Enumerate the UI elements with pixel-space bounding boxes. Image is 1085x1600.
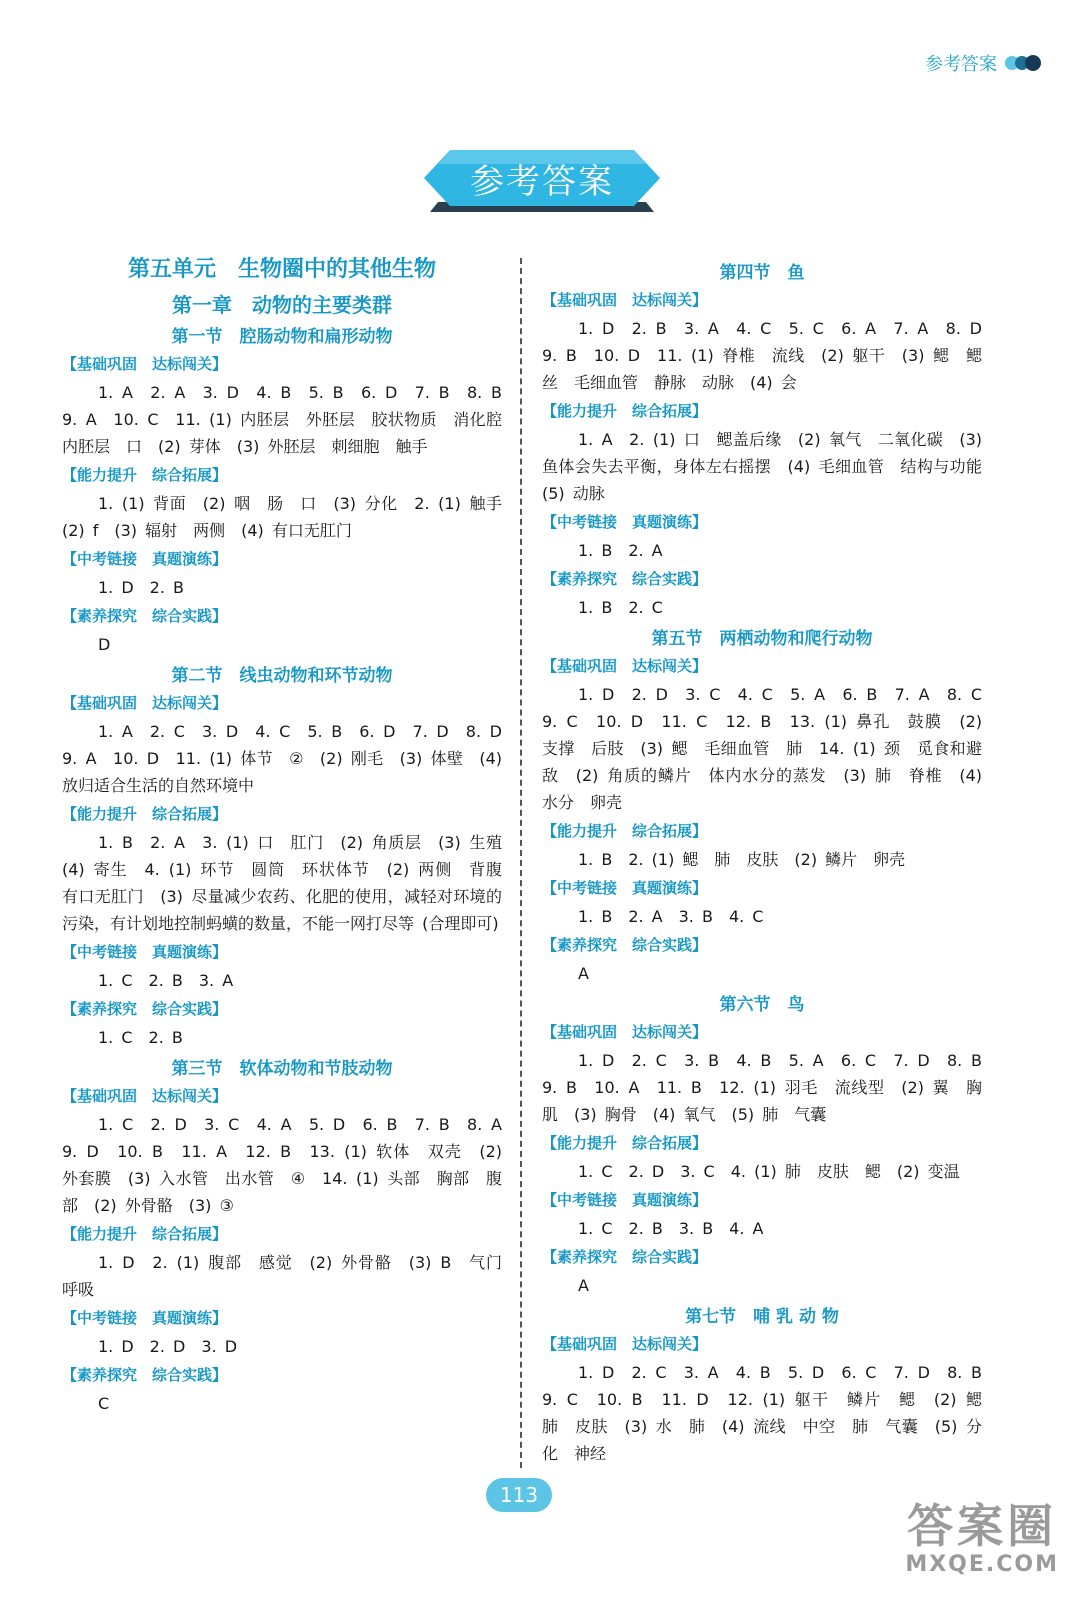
category-label: 【中考链接 真题演练】 (542, 513, 708, 531)
category-label: 【素养探究 综合实践】 (542, 570, 708, 588)
category-label: 【素养探究 综合实践】 (542, 936, 708, 954)
left-column (62, 255, 519, 1417)
answer-text: 1. B 2. A 3. B 4. C (578, 907, 764, 926)
category-label: 【能力提升 综合拓展】 (62, 466, 228, 484)
answer-text: A (578, 1276, 589, 1295)
answer-text: 1. D 2. D 3. C 4. C 5. A 6. B 7. A 8. C 9. C 10. D 11. C 12. B 13. (1) 鼻孔 鼓膜 (2) 支撑 后肢 (3) 鳃 毛细血管 肺 14. (1) 颈 觅食和避敌 (2) 角质的鳞片 体内水分的蒸发 (3) 肺 脊椎 (4) 水分 卵壳 (542, 685, 999, 812)
category-label: 【能力提升 综合拓展】 (542, 822, 708, 840)
category-label: 【中考链接 真题演练】 (62, 943, 228, 961)
section-title: 第六节 鸟 (719, 995, 805, 1015)
left-sections (62, 325, 519, 1417)
header-tag-label: 参考答案 (925, 54, 997, 75)
category-label: 【基础巩固 达标闯关】 (542, 1023, 708, 1041)
chapter-title: 第一章 动物的主要类群 (172, 293, 392, 317)
category-label: 【能力提升 综合拓展】 (542, 1134, 708, 1152)
watermark-logo (905, 1500, 1059, 1578)
answer-text: 1. A 2. (1) 口 鳃盖后缘 (2) 氧气 二氧化碳 (3) 鱼体会失去平衡，身体左右摇摆 (4) 毛细血管 结构与功能 (5) 动脉 (542, 430, 999, 503)
section-title: 第一节 腔肠动物和扁形动物 (171, 327, 393, 347)
watermark-main: 答案圈 (907, 1499, 1058, 1553)
unit-title: 第五单元 生物圈中的其他生物 (127, 257, 436, 282)
category-label: 【素养探究 综合实践】 (542, 1248, 708, 1266)
answer-text: 1. D 2. B (98, 578, 185, 597)
dots-icon (1005, 55, 1041, 71)
header-tag (925, 50, 1041, 76)
category-label: 【素养探究 综合实践】 (62, 1000, 228, 1018)
answer-text: 1. C 2. B (98, 1028, 183, 1047)
category-label: 【基础巩固 达标闯关】 (62, 1087, 228, 1105)
category-label: 【能力提升 综合拓展】 (62, 805, 228, 823)
section-title: 第三节 软体动物和节肢动物 (171, 1059, 393, 1079)
category-label: 【中考链接 真题演练】 (62, 550, 228, 568)
answer-text: C (98, 1394, 110, 1413)
page-number: 113 (486, 1478, 552, 1512)
answer-text: A (578, 964, 589, 983)
answer-text: 1. (1) 背面 (2) 咽 肠 口 (3) 分化 2. (1) 触手 (2) f (3) 辐射 两侧 (4) 有口无肛门 (62, 494, 519, 540)
category-label: 【基础巩固 达标闯关】 (62, 355, 228, 373)
answer-text: 1. A 2. C 3. D 4. C 5. B 6. D 7. D 8. D 9. A 10. D 11. (1) 体节 ② (2) 刚毛 (3) 体壁 (4) 放归适合生活的自然环境中 (62, 722, 519, 795)
answer-text: 1. C 2. B 3. A (98, 971, 234, 990)
section-title: 第五节 两栖动物和爬行动物 (651, 629, 873, 649)
answer-text: 1. D 2. D 3. D (98, 1337, 238, 1356)
category-label: 【中考链接 真题演练】 (542, 879, 708, 897)
category-label: 【能力提升 综合拓展】 (542, 402, 708, 420)
section-title: 第二节 线虫动物和环节动物 (171, 666, 393, 686)
page-title: 参考答案 (470, 161, 614, 202)
answer-text: D (98, 635, 111, 654)
answer-text: 1. A 2. A 3. D 4. B 5. B 6. D 7. B 8. B 9. A 10. C 11. (1) 内胚层 外胚层 胶状物质 消化腔 内胚层 口 (2) 芽体 (3) 外胚层 刺细胞 触手 (62, 383, 519, 456)
category-label: 【基础巩固 达标闯关】 (542, 657, 708, 675)
category-label: 【中考链接 真题演练】 (62, 1309, 228, 1327)
column-divider (520, 258, 522, 1468)
section-title: 第四节 鱼 (719, 263, 805, 283)
category-label: 【素养探究 综合实践】 (62, 607, 228, 625)
answer-text: 1. D 2. C 3. B 4. B 5. A 6. C 7. D 8. B 9. B 10. A 11. B 12. (1) 羽毛 流线型 (2) 翼 胸肌 (3) 胸骨 (4) 氧气 (5) 肺 气囊 (542, 1051, 999, 1124)
answer-text: 1. B 2. (1) 鳃 肺 皮肤 (2) 鳞片 卵壳 (578, 850, 906, 869)
answer-text: 1. D 2. (1) 腹部 感觉 (2) 外骨骼 (3) B 气门 呼吸 (62, 1253, 519, 1299)
answer-text: 1. B 2. A 3. (1) 口 肛门 (2) 角质层 (3) 生殖 (4) 寄生 4. (1) 环节 圆筒 环状体节 (2) 两侧 背腹 有口无肛门 (3) 尽量减少农药、化肥的使用，减轻对环境的污染，有计划地控制蚂蟥的数量，不能一网打尽等 (合理即可) (62, 833, 519, 933)
answer-text: 1. B 2. A (578, 541, 663, 560)
title-banner (424, 150, 660, 214)
watermark-url: MXQE.COM (905, 1552, 1059, 1577)
answer-text: 1. D 2. B 3. A 4. C 5. C 6. A 7. A 8. D 9. B 10. D 11. (1) 脊椎 流线 (2) 躯干 (3) 鳃 鳃丝 毛细血管 静脉 动脉 (4) 会 (542, 319, 999, 392)
section-title: 第七节 哺 乳 动 物 (685, 1307, 839, 1327)
category-label: 【基础巩固 达标闯关】 (542, 291, 708, 309)
category-label: 【基础巩固 达标闯关】 (542, 1335, 708, 1353)
category-label: 【能力提升 综合拓展】 (62, 1225, 228, 1243)
right-sections (542, 261, 999, 1467)
answer-text: 1. B 2. C (578, 598, 663, 617)
answer-text: 1. C 2. B 3. B 4. A (578, 1219, 764, 1238)
category-label: 【中考链接 真题演练】 (542, 1191, 708, 1209)
right-column (542, 255, 999, 1467)
answer-text: 1. D 2. C 3. A 4. B 5. D 6. C 7. D 8. B 9. C 10. B 11. D 12. (1) 躯干 鳞片 鳃 (2) 鳃 肺 皮肤 (3) 水 肺 (4) 流线 中空 肺 气囊 (5) 分化 神经 (542, 1363, 999, 1463)
answer-text: 1. C 2. D 3. C 4. (1) 肺 皮肤 鳃 (2) 变温 (578, 1162, 960, 1181)
category-label: 【素养探究 综合实践】 (62, 1366, 228, 1384)
category-label: 【基础巩固 达标闯关】 (62, 694, 228, 712)
answer-text: 1. C 2. D 3. C 4. A 5. D 6. B 7. B 8. A 9. D 10. B 11. A 12. B 13. (1) 软体 双壳 (2) 外套膜 (3) 入水管 出水管 ④ 14. (1) 头部 胸部 腹部 (2) 外骨骼 (3) ③ (62, 1115, 519, 1215)
